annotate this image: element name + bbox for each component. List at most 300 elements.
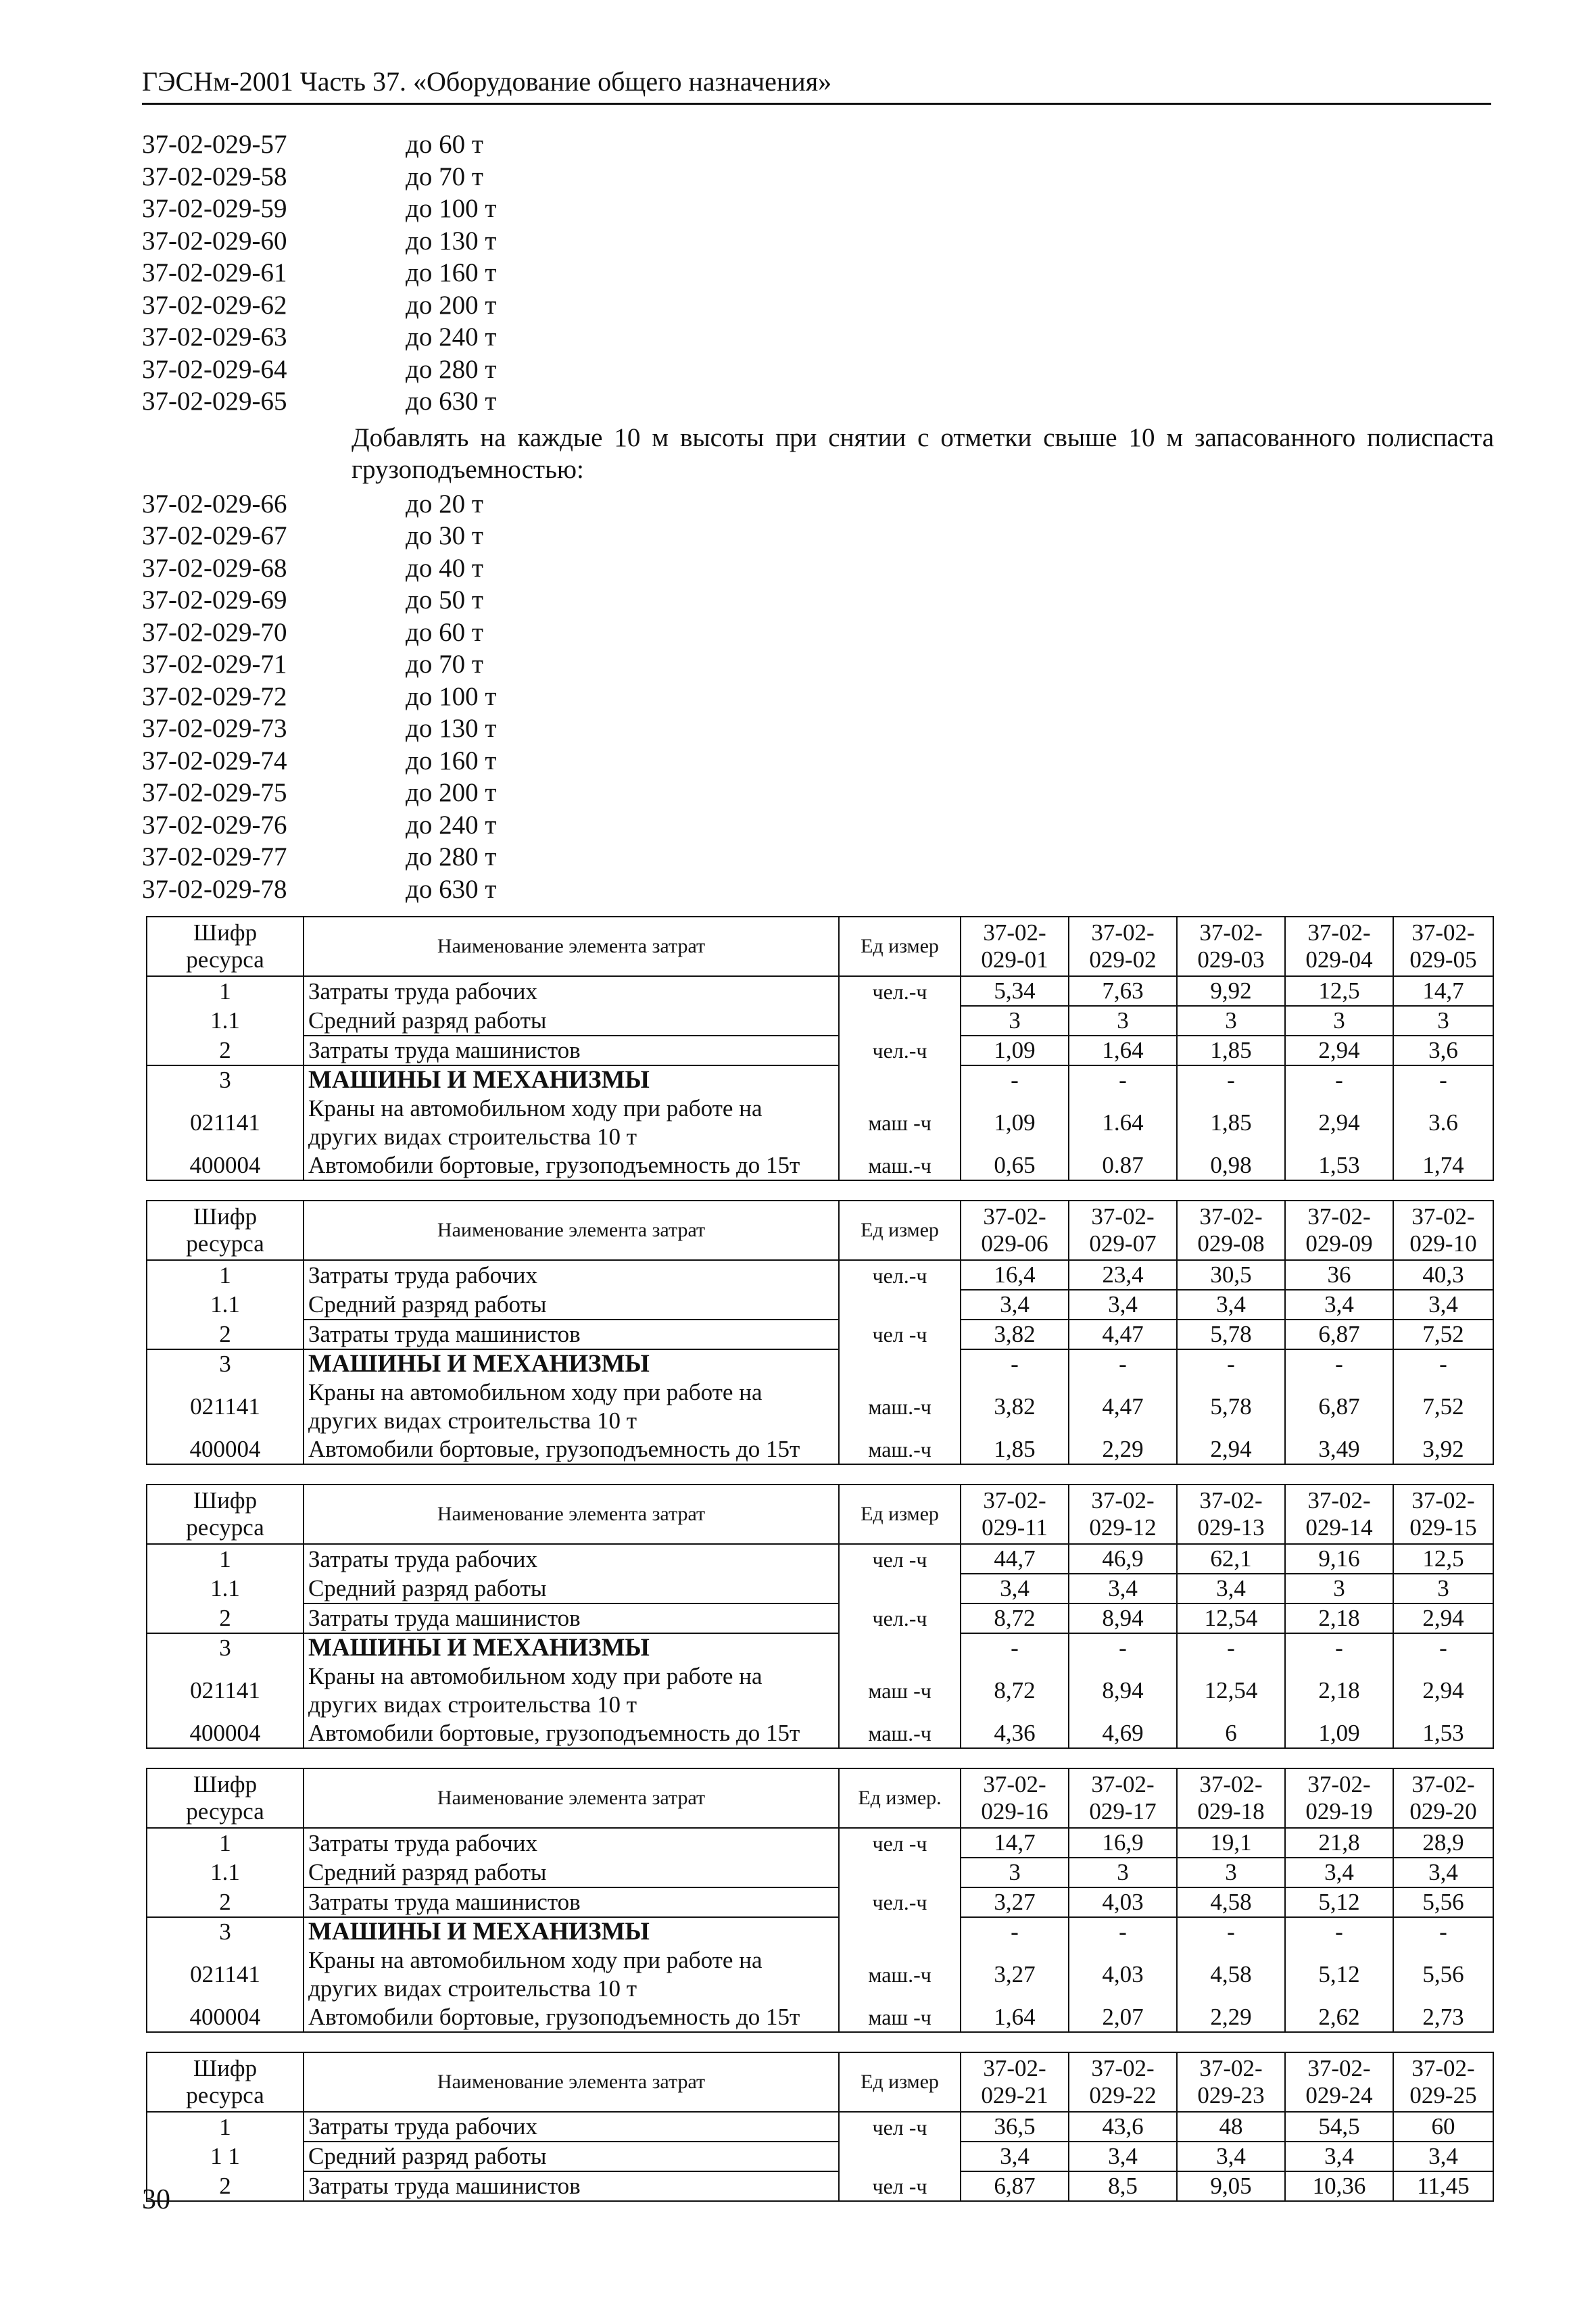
cost-element-name: Затраты труда машинистов [304, 2171, 839, 2201]
col-header-unit: Ед измер. [839, 1768, 961, 1828]
norm-value: 3,4 [1393, 1290, 1493, 1320]
norm-value: - [1393, 1917, 1493, 1946]
col-header-norm [961, 2052, 1069, 2112]
item-code: 37-02-029-60 [142, 226, 287, 256]
norm-code-line2: 029-20 [1409, 1798, 1477, 1825]
norm-code-line1: 37-02- [1091, 2055, 1155, 2081]
table-row [147, 2142, 1493, 2171]
norm-value: 4,47 [1069, 1378, 1177, 1435]
norm-code-line1: 37-02- [1411, 919, 1475, 946]
col-header-name: Наименование элемента затрат [304, 1201, 839, 1260]
resource-code: 021141 [147, 1094, 304, 1151]
cost-element-line: других видах строительства 10 т [308, 1124, 637, 1150]
resource-code: 1.1 [147, 1858, 304, 1887]
norm-value: 12,5 [1393, 1544, 1493, 1574]
cost-element-line: Краны на автомобильном ходу при работе на [308, 1095, 763, 1121]
cost-element-name [304, 1094, 839, 1151]
item-capacity: до 200 т [406, 778, 497, 807]
table-row [147, 1151, 1493, 1180]
norm-value: 5,78 [1177, 1378, 1285, 1435]
norm-code-line2: 029-02 [1089, 946, 1157, 973]
norm-value: 2,29 [1069, 1435, 1177, 1464]
norm-value: 0,65 [961, 1151, 1069, 1180]
unit-of-measure: маш.-ч [839, 1946, 961, 2003]
norm-value: 2,94 [1285, 1036, 1393, 1065]
table-row [147, 1320, 1493, 1349]
norm-code-line1: 37-02- [1091, 1203, 1155, 1230]
resource-table [146, 1200, 1494, 1465]
cost-element-line: других видах строительства 10 т [308, 1691, 637, 1718]
col-header-norm [961, 1768, 1069, 1828]
norm-value: 3 [1177, 1006, 1285, 1036]
cost-element-name: Затраты труда рабочих [304, 976, 839, 1006]
item-capacity: до 70 т [406, 650, 483, 679]
norm-value: 3 [1069, 1006, 1177, 1036]
item-capacity: до 240 т [406, 810, 497, 840]
norm-value: 3,4 [1177, 1574, 1285, 1603]
norm-value: 44,7 [961, 1544, 1069, 1574]
cost-element-name: Затраты труда рабочих [304, 1544, 839, 1574]
col-header-norm [1285, 1485, 1393, 1544]
norm-code-line1: 37-02- [1091, 1487, 1155, 1514]
table-row [147, 976, 1493, 1006]
norm-value: 8,94 [1069, 1603, 1177, 1633]
norm-value: 30,5 [1177, 1260, 1285, 1290]
item-code: 37-02-029-67 [142, 521, 287, 550]
unit-of-measure: чел.-ч [839, 976, 961, 1006]
norm-value: 2,18 [1285, 1662, 1393, 1719]
item-code: 37-02-029-62 [142, 290, 287, 320]
item-capacity: до 200 т [406, 290, 497, 320]
norm-value: 23,4 [1069, 1260, 1177, 1290]
col-header-norm [1285, 1201, 1393, 1260]
norm-value: - [1177, 1633, 1285, 1662]
norm-code-line1: 37-02- [983, 919, 1046, 946]
norm-code-line2: 029-12 [1089, 1514, 1157, 1541]
norm-value: 48 [1177, 2112, 1285, 2142]
norm-code-line2: 029-11 [982, 1514, 1048, 1541]
norm-code-line1: 37-02- [1307, 919, 1371, 946]
table-row [147, 1435, 1493, 1464]
norm-value: - [961, 1065, 1069, 1094]
norm-code-line2: 029-19 [1305, 1798, 1373, 1825]
resource-tables [146, 916, 1493, 2221]
col-header-norm [1177, 1201, 1285, 1260]
col-header-norm [1393, 1485, 1493, 1544]
item-capacity: до 130 т [406, 714, 497, 743]
norm-code-line1: 37-02- [1091, 1771, 1155, 1798]
norm-value: 60 [1393, 2112, 1493, 2142]
norm-value: 1.64 [1069, 1094, 1177, 1151]
resource-table [146, 1768, 1494, 2033]
norm-value: - [1285, 1349, 1393, 1378]
norm-value: 3,4 [961, 1574, 1069, 1603]
resource-table [146, 2052, 1494, 2202]
norm-code-line2: 029-25 [1409, 2082, 1477, 2108]
unit-of-measure: чел -ч [839, 1828, 961, 1858]
resource-table [146, 916, 1494, 1181]
item-code: 37-02-029-65 [142, 387, 287, 416]
cost-element-name: МАШИНЫ И МЕХАНИЗМЫ [304, 1349, 839, 1378]
unit-of-measure [839, 1633, 961, 1662]
norm-value: 2,29 [1177, 2003, 1285, 2032]
norm-value: 43,6 [1069, 2112, 1177, 2142]
col-header-unit: Ед измер [839, 917, 961, 976]
resource-code: 3 [147, 1065, 304, 1094]
code-row [142, 193, 1494, 225]
table-row [147, 1065, 1493, 1094]
norm-code-line1: 37-02- [1307, 2055, 1371, 2081]
code-row [142, 289, 1494, 322]
code-row [142, 520, 1494, 552]
item-capacity: до 60 т [406, 617, 483, 647]
norm-code-line2: 029-22 [1089, 2082, 1157, 2108]
cost-element-name: Средний разряд работы [304, 2142, 839, 2171]
code-row [142, 257, 1494, 289]
item-capacity: до 50 т [406, 585, 483, 614]
table-row [147, 1378, 1493, 1435]
item-capacity: до 100 т [406, 194, 497, 223]
norm-code-line2: 029-23 [1197, 2082, 1265, 2108]
norm-code-line1: 37-02- [1199, 1487, 1263, 1514]
col-header-norm [1393, 917, 1493, 976]
code-row [142, 161, 1494, 193]
norm-value: - [1177, 1065, 1285, 1094]
unit-of-measure [839, 1349, 961, 1378]
norm-value: 14,7 [1393, 976, 1493, 1006]
code-row [142, 809, 1494, 842]
resource-code: 1.1 [147, 1290, 304, 1320]
item-code: 37-02-029-70 [142, 617, 287, 647]
norm-value: 3,27 [961, 1946, 1069, 2003]
resource-code: 1 [147, 976, 304, 1006]
norm-value: 7,63 [1069, 976, 1177, 1006]
norm-code-line2: 029-05 [1409, 946, 1477, 973]
norm-value: 2,07 [1069, 2003, 1177, 2032]
norm-code-line1: 37-02- [1199, 1771, 1263, 1798]
norm-value: 4,69 [1069, 1719, 1177, 1748]
norm-value: 3,49 [1285, 1435, 1393, 1464]
norm-value: 4,03 [1069, 1887, 1177, 1917]
cost-element-name: Затраты труда машинистов [304, 1036, 839, 1065]
norm-value: 3.6 [1393, 1094, 1493, 1151]
col-header-code: Шифр ресурса [147, 1201, 304, 1260]
resource-code: 021141 [147, 1946, 304, 2003]
norm-value: - [1177, 1917, 1285, 1946]
unit-of-measure: маш.-ч [839, 1435, 961, 1464]
cost-element-line: других видах строительства 10 т [308, 1975, 637, 2002]
norm-value: 2,94 [1393, 1603, 1493, 1633]
norm-value: 9,16 [1285, 1544, 1393, 1574]
norm-value: 0,98 [1177, 1151, 1285, 1180]
norm-code-line2: 029-16 [981, 1798, 1048, 1825]
col-header-code: Шифр ресурса [147, 2052, 304, 2112]
resource-code: 021141 [147, 1662, 304, 1719]
norm-code-line1: 37-02- [1199, 1203, 1263, 1230]
norm-value: 1,85 [1177, 1036, 1285, 1065]
norm-value: 3 [1285, 1006, 1393, 1036]
norm-value: 54,5 [1285, 2112, 1393, 2142]
norm-value: 3,4 [1069, 2142, 1177, 2171]
code-row [142, 225, 1494, 258]
norm-value: 3,4 [1285, 1858, 1393, 1887]
col-header-code: Шифр ресурса [147, 1768, 304, 1828]
table-row [147, 1828, 1493, 1858]
code-row [142, 648, 1494, 681]
norm-value: 5,12 [1285, 1946, 1393, 2003]
norm-value: 10,36 [1285, 2171, 1393, 2201]
table-header-row [147, 917, 1493, 976]
norm-value: 3,92 [1393, 1435, 1493, 1464]
norm-code-line2: 029-06 [981, 1230, 1048, 1257]
page-header: ГЭСНм-2001 Часть 37. «Оборудование общего назначения» [142, 65, 1491, 105]
col-header-unit: Ед измер [839, 2052, 961, 2112]
norm-value: 28,9 [1393, 1828, 1493, 1858]
resource-code: 400004 [147, 1435, 304, 1464]
norm-code-line2: 029-18 [1197, 1798, 1265, 1825]
table-row [147, 1662, 1493, 1719]
item-code: 37-02-029-77 [142, 842, 287, 871]
unit-of-measure [839, 1574, 961, 1603]
norm-value: - [961, 1917, 1069, 1946]
norm-value: 3,4 [1285, 2142, 1393, 2171]
norm-value: 3,4 [1177, 2142, 1285, 2171]
codes-after-list [142, 488, 1494, 906]
item-capacity: до 20 т [406, 489, 483, 518]
unit-of-measure: маш -ч [839, 1094, 961, 1151]
table-row [147, 1290, 1493, 1320]
item-capacity: до 240 т [406, 322, 497, 352]
col-header-norm [1177, 1768, 1285, 1828]
table-row [147, 2003, 1493, 2032]
norm-code-line2: 029-15 [1409, 1514, 1477, 1541]
unit-of-measure: маш.-ч [839, 1719, 961, 1748]
norm-value: - [961, 1633, 1069, 1662]
item-capacity: до 160 т [406, 746, 497, 775]
resource-code: 400004 [147, 2003, 304, 2032]
col-header-norm [1069, 2052, 1177, 2112]
cost-element-name: Затраты труда рабочих [304, 1260, 839, 1290]
norm-value: 3 [1393, 1574, 1493, 1603]
col-header-norm [1069, 1201, 1177, 1260]
table-row [147, 1036, 1493, 1065]
norm-value: 6 [1177, 1719, 1285, 1748]
norm-value: 2,73 [1393, 2003, 1493, 2032]
unit-of-measure [839, 1065, 961, 1094]
norm-code-line1: 37-02- [1199, 919, 1263, 946]
resource-code: 1 [147, 2112, 304, 2142]
item-code: 37-02-029-71 [142, 650, 287, 679]
norm-code-line1: 37-02- [1411, 1771, 1475, 1798]
item-capacity: до 40 т [406, 553, 483, 583]
item-capacity: до 630 т [406, 387, 497, 416]
item-code: 37-02-029-57 [142, 130, 287, 159]
cost-element-name [304, 1662, 839, 1719]
norm-code-line1: 37-02- [1091, 919, 1155, 946]
norm-value: 1,09 [1285, 1719, 1393, 1748]
cost-element-name [304, 1946, 839, 2003]
col-header-code: Шифр ресурса [147, 917, 304, 976]
norm-value: 62,1 [1177, 1544, 1285, 1574]
norm-value: - [1177, 1349, 1285, 1378]
norm-value: 1,64 [1069, 1036, 1177, 1065]
norm-code-line2: 029-21 [981, 2082, 1048, 2108]
code-row [142, 777, 1494, 809]
norm-value: 8,72 [961, 1603, 1069, 1633]
norm-value: 12,5 [1285, 976, 1393, 1006]
item-code: 37-02-029-69 [142, 585, 287, 614]
cost-element-name: Автомобили бортовые, грузоподъемность до 15т [304, 1435, 839, 1464]
col-header-norm [1285, 1768, 1393, 1828]
unit-of-measure: маш.-ч [839, 1151, 961, 1180]
unit-of-measure: чел.-ч [839, 1603, 961, 1633]
norm-value: 2,94 [1393, 1662, 1493, 1719]
norm-code-line1: 37-02- [983, 1487, 1046, 1514]
page-number: 30 [142, 2184, 170, 2215]
table-row [147, 1260, 1493, 1290]
codes-before-list [142, 128, 1494, 418]
norm-value: 3,4 [1285, 1290, 1393, 1320]
unit-of-measure: чел.-ч [839, 1260, 961, 1290]
table-row [147, 1094, 1493, 1151]
item-code: 37-02-029-58 [142, 162, 287, 191]
cost-element-line: Краны на автомобильном ходу при работе на [308, 1663, 763, 1689]
norm-value: 16,9 [1069, 1828, 1177, 1858]
norm-value: 1,85 [961, 1435, 1069, 1464]
norm-value: 5,34 [961, 976, 1069, 1006]
cost-element-name: Автомобили бортовые, грузоподъемность до 15т [304, 1151, 839, 1180]
item-capacity: до 70 т [406, 162, 483, 191]
norm-value: 2,62 [1285, 2003, 1393, 2032]
norm-value: - [1069, 1917, 1177, 1946]
col-header-unit: Ед измер [839, 1485, 961, 1544]
norm-value: 3,4 [961, 2142, 1069, 2171]
table-row [147, 1633, 1493, 1662]
resource-code: 3 [147, 1349, 304, 1378]
norm-code-line1: 37-02- [1307, 1771, 1371, 1798]
norm-code-line2: 029-08 [1197, 1230, 1265, 1257]
table-row [147, 2171, 1493, 2201]
code-list [142, 128, 1494, 905]
col-header-norm [1069, 917, 1177, 976]
item-code: 37-02-029-75 [142, 778, 287, 807]
code-row [142, 321, 1494, 354]
col-header-norm [1393, 1201, 1493, 1260]
item-code: 37-02-029-68 [142, 553, 287, 583]
norm-value: 16,4 [961, 1260, 1069, 1290]
col-header-norm [961, 1201, 1069, 1260]
norm-value: 19,1 [1177, 1828, 1285, 1858]
unit-of-measure: маш -ч [839, 1662, 961, 1719]
code-row [142, 617, 1494, 649]
norm-value: 6,87 [1285, 1320, 1393, 1349]
norm-value: 1,85 [1177, 1094, 1285, 1151]
norm-value: 6,87 [961, 2171, 1069, 2201]
table-row [147, 1946, 1493, 2003]
table-header-row [147, 2052, 1493, 2112]
norm-code-line2: 029-07 [1089, 1230, 1157, 1257]
norm-value: 8,5 [1069, 2171, 1177, 2201]
norm-code-line2: 029-17 [1089, 1798, 1157, 1825]
norm-value: 3,4 [1177, 1290, 1285, 1320]
col-header-norm [1393, 1768, 1493, 1828]
resource-code: 1.1 [147, 1574, 304, 1603]
norm-value: 11,45 [1393, 2171, 1493, 2201]
cost-element-name: Автомобили бортовые, грузоподъемность до 15т [304, 2003, 839, 2032]
resource-code: 2 [147, 1320, 304, 1349]
norm-value: 3,4 [1393, 2142, 1493, 2171]
resource-code: 3 [147, 1633, 304, 1662]
norm-value: 3 [1177, 1858, 1285, 1887]
item-code: 37-02-029-66 [142, 489, 287, 518]
unit-of-measure: чел -ч [839, 1320, 961, 1349]
unit-of-measure: чел.-ч [839, 1036, 961, 1065]
code-row [142, 745, 1494, 777]
table-row [147, 1349, 1493, 1378]
table-row [147, 1887, 1493, 1917]
code-row [142, 681, 1494, 713]
item-code: 37-02-029-59 [142, 194, 287, 223]
norm-code-line1: 37-02- [1411, 1487, 1475, 1514]
resource-code: 2 [147, 1887, 304, 1917]
item-code: 37-02-029-76 [142, 810, 287, 840]
table-row [147, 2112, 1493, 2142]
cost-element-name: Затраты труда рабочих [304, 1828, 839, 1858]
norm-value: 3,82 [961, 1378, 1069, 1435]
code-row [142, 385, 1494, 418]
norm-code-line1: 37-02- [1411, 2055, 1475, 2081]
norm-code-line2: 029-01 [981, 946, 1048, 973]
item-capacity: до 280 т [406, 842, 497, 871]
code-row [142, 873, 1494, 906]
norm-code-line2: 029-04 [1305, 946, 1373, 973]
unit-of-measure: маш -ч [839, 2003, 961, 2032]
norm-value: 3,82 [961, 1320, 1069, 1349]
norm-value: 1,74 [1393, 1151, 1493, 1180]
norm-value: 7,52 [1393, 1378, 1493, 1435]
col-header-norm [1285, 917, 1393, 976]
norm-code-line2: 029-24 [1305, 2082, 1373, 2108]
norm-code-line2: 029-09 [1305, 1230, 1373, 1257]
norm-value: 1,53 [1285, 1151, 1393, 1180]
col-header-norm [1177, 2052, 1285, 2112]
norm-value: - [1069, 1633, 1177, 1662]
norm-code-line2: 029-14 [1305, 1514, 1373, 1541]
cost-element-name: Затраты труда машинистов [304, 1320, 839, 1349]
col-header-unit: Ед измер [839, 1201, 961, 1260]
item-code: 37-02-029-78 [142, 874, 287, 904]
norm-value: - [1393, 1065, 1493, 1094]
unit-of-measure [839, 2142, 961, 2171]
norm-value: 3,4 [961, 1290, 1069, 1320]
cost-element-name: МАШИНЫ И МЕХАНИЗМЫ [304, 1633, 839, 1662]
norm-value: - [1285, 1633, 1393, 1662]
item-capacity: до 130 т [406, 226, 497, 256]
col-header-name: Наименование элемента затрат [304, 917, 839, 976]
unit-of-measure: чел -ч [839, 2171, 961, 2201]
norm-value: - [1393, 1633, 1493, 1662]
col-header-code: Шифр ресурса [147, 1485, 304, 1544]
norm-code-line2: 029-13 [1197, 1514, 1265, 1541]
cost-element-line: других видах строительства 10 т [308, 1407, 637, 1434]
norm-value: 3,27 [961, 1887, 1069, 1917]
col-header-norm [1069, 1485, 1177, 1544]
norm-value: 5,56 [1393, 1887, 1493, 1917]
norm-value: 4,58 [1177, 1887, 1285, 1917]
code-row [142, 584, 1494, 617]
unit-of-measure [839, 1858, 961, 1887]
cost-element-name: Средний разряд работы [304, 1858, 839, 1887]
